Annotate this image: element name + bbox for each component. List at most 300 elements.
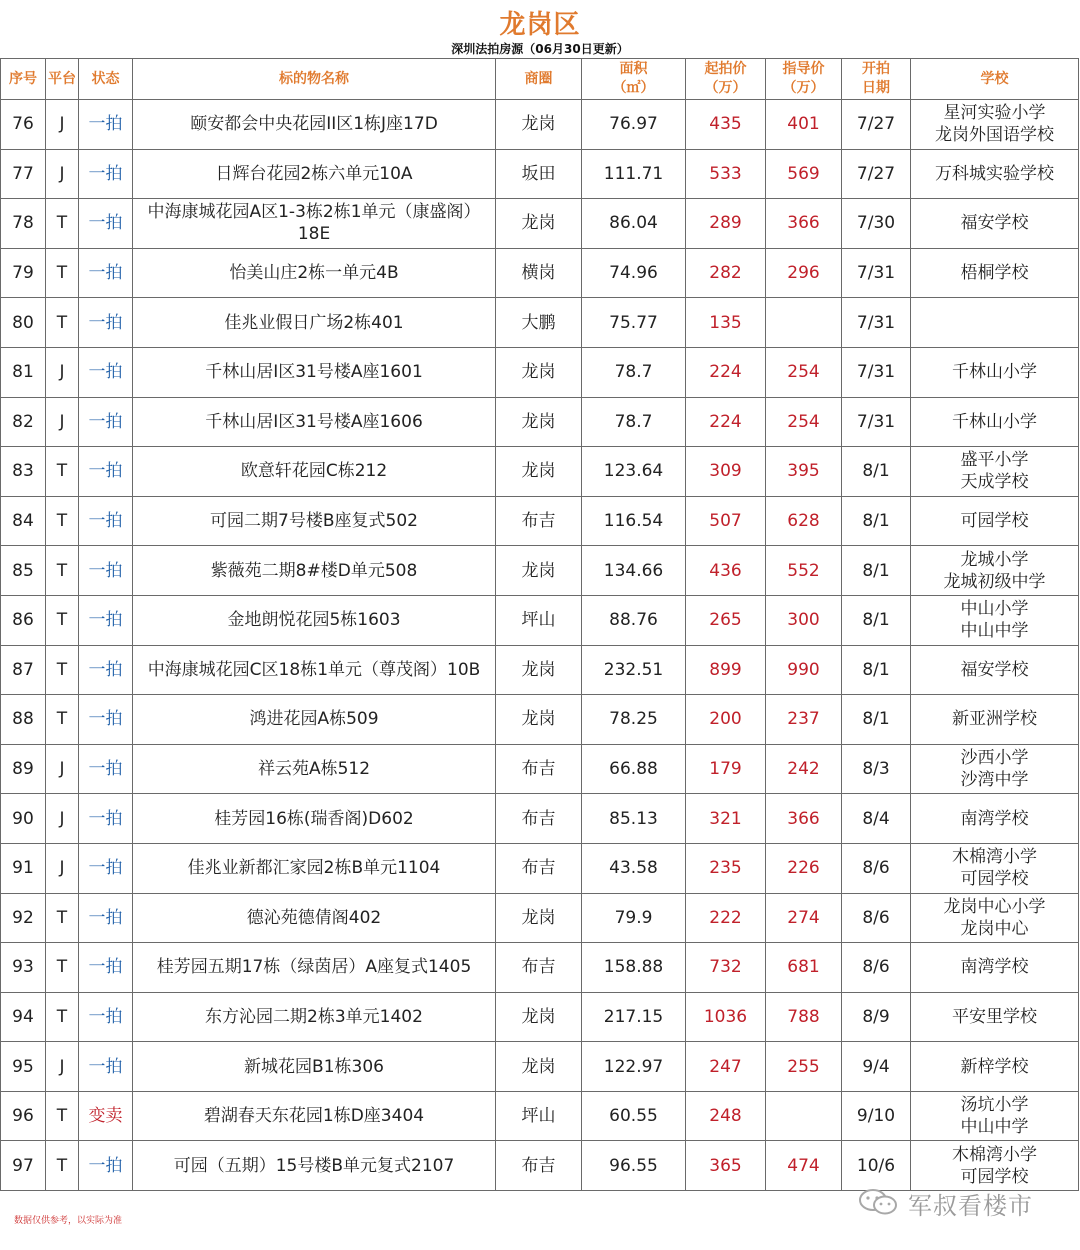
row-zone: 龙岗	[496, 992, 582, 1042]
row-platform: T	[46, 992, 79, 1042]
row-platform: J	[46, 744, 79, 794]
row-guide-price: 366	[766, 794, 842, 844]
row-school-line2: 可园学校	[960, 869, 1029, 890]
row-status: 变卖	[79, 1091, 133, 1141]
row-size: 96.55	[582, 1141, 686, 1191]
row-size: 43.58	[582, 843, 686, 893]
row-guide-price: 242	[766, 744, 842, 794]
row-platform: J	[46, 397, 79, 447]
row-zone: 布吉	[496, 744, 582, 794]
row-status: 一拍	[79, 794, 133, 844]
row-status: 一拍	[79, 149, 133, 199]
row-start-price: 224	[686, 397, 766, 447]
col-header-date-line2: 日期	[862, 80, 890, 96]
page-title: 龙岗区	[499, 10, 581, 40]
row-school-line2: 天成学校	[960, 472, 1029, 493]
wechat-icon	[858, 1188, 898, 1216]
row-guide-price	[766, 298, 842, 348]
row-date: 7/27	[842, 100, 911, 150]
row-seq: 93	[1, 943, 46, 993]
row-guide-price: 788	[766, 992, 842, 1042]
row-school-line1: 万科城实验学校	[935, 163, 1054, 184]
row-guide-price: 366	[766, 199, 842, 249]
row-name: 桂芳园16栋(瑞香阁)D602	[133, 794, 496, 844]
row-platform: J	[46, 149, 79, 199]
row-school	[911, 149, 1079, 199]
row-seq: 92	[1, 893, 46, 943]
row-zone: 布吉	[496, 794, 582, 844]
row-name: 怡美山庄2栋一单元4B	[133, 248, 496, 298]
row-guide-price: 255	[766, 1042, 842, 1092]
row-seq: 95	[1, 1042, 46, 1092]
row-guide-price: 628	[766, 496, 842, 546]
row-platform: T	[46, 1091, 79, 1141]
row-zone: 布吉	[496, 496, 582, 546]
row-name: 新城花园B1栋306	[133, 1042, 496, 1092]
row-zone: 大鹏	[496, 298, 582, 348]
row-name: 可园（五期）15号楼B单元复式2107	[133, 1141, 496, 1191]
row-name: 德沁苑德倩阁402	[133, 893, 496, 943]
row-size: 79.9	[582, 893, 686, 943]
row-school	[911, 298, 1079, 348]
row-size: 111.71	[582, 149, 686, 199]
col-header-guide-line1: 指导价	[782, 61, 825, 77]
row-date: 7/30	[842, 199, 911, 249]
row-guide-price: 237	[766, 695, 842, 745]
row-zone: 布吉	[496, 843, 582, 893]
row-start-price: 321	[686, 794, 766, 844]
row-platform: T	[46, 248, 79, 298]
row-name: 桂芳园五期17栋（绿茵居）A座复式1405	[133, 943, 496, 993]
col-header-date	[842, 59, 911, 100]
row-size: 116.54	[582, 496, 686, 546]
row-start-price: 179	[686, 744, 766, 794]
watermark-text: 军叔看楼市	[908, 1192, 1033, 1220]
row-status: 一拍	[79, 695, 133, 745]
row-school	[911, 992, 1079, 1042]
col-header-guide-price	[766, 59, 842, 100]
row-platform: T	[46, 546, 79, 596]
row-start-price: 265	[686, 595, 766, 645]
page-header	[0, 0, 1080, 58]
row-school-line2: 龙岗中心	[960, 918, 1029, 939]
row-zone: 布吉	[496, 943, 582, 993]
row-guide-price: 681	[766, 943, 842, 993]
row-date: 9/4	[842, 1042, 911, 1092]
table-header-row	[1, 59, 1079, 100]
row-start-price: 224	[686, 347, 766, 397]
row-size: 74.96	[582, 248, 686, 298]
row-date: 10/6	[842, 1141, 911, 1191]
row-guide-price: 552	[766, 546, 842, 596]
row-name: 金地朗悦花园5栋1603	[133, 595, 496, 645]
row-status: 一拍	[79, 447, 133, 497]
row-school	[911, 695, 1079, 745]
col-header-start-price	[686, 59, 766, 100]
row-name: 佳兆业假日广场2栋401	[133, 298, 496, 348]
row-seq: 90	[1, 794, 46, 844]
table-row	[1, 248, 1079, 298]
col-header-seq: 序号	[1, 59, 46, 100]
row-seq: 85	[1, 546, 46, 596]
row-guide-price	[766, 1091, 842, 1141]
row-school-line1: 木棉湾小学	[952, 847, 1037, 868]
row-start-price: 507	[686, 496, 766, 546]
row-status: 一拍	[79, 595, 133, 645]
row-status: 一拍	[79, 1042, 133, 1092]
row-school	[911, 248, 1079, 298]
row-status: 一拍	[79, 199, 133, 249]
row-seq: 89	[1, 744, 46, 794]
row-school	[911, 447, 1079, 497]
row-name: 千林山居Ⅰ区31号楼A座1606	[133, 397, 496, 447]
row-status: 一拍	[79, 298, 133, 348]
row-date: 8/6	[842, 843, 911, 893]
table-body	[1, 100, 1079, 1191]
row-school	[911, 943, 1079, 993]
row-platform: T	[46, 298, 79, 348]
row-date: 8/6	[842, 893, 911, 943]
row-size: 86.04	[582, 199, 686, 249]
row-school	[911, 843, 1079, 893]
row-date: 9/10	[842, 1091, 911, 1141]
row-size: 134.66	[582, 546, 686, 596]
row-zone: 坪山	[496, 1091, 582, 1141]
row-start-price: 282	[686, 248, 766, 298]
row-school	[911, 595, 1079, 645]
row-date: 7/27	[842, 149, 911, 199]
row-size: 232.51	[582, 645, 686, 695]
row-platform: T	[46, 1141, 79, 1191]
row-name: 颐安都会中央花园II区1栋J座17D	[133, 100, 496, 150]
row-size: 60.55	[582, 1091, 686, 1141]
row-name: 碧湖春天东花园1栋D座3404	[133, 1091, 496, 1141]
row-date: 8/6	[842, 943, 911, 993]
row-seq: 82	[1, 397, 46, 447]
row-name	[133, 199, 496, 249]
row-guide-price: 254	[766, 347, 842, 397]
row-status: 一拍	[79, 943, 133, 993]
col-header-zone: 商圈	[496, 59, 582, 100]
row-start-price: 235	[686, 843, 766, 893]
row-platform: T	[46, 447, 79, 497]
row-platform: J	[46, 843, 79, 893]
row-school-line1: 南湾学校	[960, 808, 1029, 829]
row-start-price: 435	[686, 100, 766, 150]
listing-table	[0, 58, 1079, 1191]
row-zone: 龙岗	[496, 397, 582, 447]
row-school-line1: 千林山小学	[952, 411, 1037, 432]
row-guide-price: 990	[766, 645, 842, 695]
row-status: 一拍	[79, 100, 133, 150]
row-zone: 龙岗	[496, 100, 582, 150]
row-name: 鸿进花园A栋509	[133, 695, 496, 745]
table-row	[1, 843, 1079, 893]
row-guide-price: 300	[766, 595, 842, 645]
row-school-line1: 中山小学	[960, 599, 1029, 620]
row-name: 可园二期7号楼B座复式502	[133, 496, 496, 546]
row-zone: 龙岗	[496, 1042, 582, 1092]
row-school-line1: 龙岗中心小学	[943, 896, 1046, 917]
row-school-line2: 龙岗外国语学校	[935, 125, 1054, 146]
row-status: 一拍	[79, 843, 133, 893]
row-zone: 坪山	[496, 595, 582, 645]
row-size: 78.7	[582, 347, 686, 397]
row-seq: 94	[1, 992, 46, 1042]
row-date: 8/4	[842, 794, 911, 844]
row-school-line1: 福安学校	[960, 213, 1029, 234]
row-platform: T	[46, 496, 79, 546]
row-start-price: 533	[686, 149, 766, 199]
row-status: 一拍	[79, 347, 133, 397]
row-school-line1: 新亚洲学校	[952, 709, 1037, 730]
row-start-price: 200	[686, 695, 766, 745]
row-guide-price: 296	[766, 248, 842, 298]
row-guide-price: 274	[766, 893, 842, 943]
row-zone: 横岗	[496, 248, 582, 298]
row-date: 8/1	[842, 447, 911, 497]
row-platform: J	[46, 1042, 79, 1092]
row-size: 158.88	[582, 943, 686, 993]
row-date: 7/31	[842, 298, 911, 348]
row-seq: 91	[1, 843, 46, 893]
row-zone: 龙岗	[496, 347, 582, 397]
row-size: 122.97	[582, 1042, 686, 1092]
row-school-line1: 汤坑小学	[960, 1095, 1029, 1116]
row-zone: 龙岗	[496, 645, 582, 695]
row-date: 8/1	[842, 645, 911, 695]
watermark	[858, 1184, 1058, 1220]
table-row	[1, 496, 1079, 546]
col-header-school: 学校	[911, 59, 1079, 100]
table-row	[1, 943, 1079, 993]
row-size: 75.77	[582, 298, 686, 348]
row-zone: 坂田	[496, 149, 582, 199]
row-status: 一拍	[79, 397, 133, 447]
row-school-line1: 盛平小学	[960, 450, 1029, 471]
row-guide-price: 474	[766, 1141, 842, 1191]
row-size: 78.25	[582, 695, 686, 745]
row-size: 217.15	[582, 992, 686, 1042]
row-status: 一拍	[79, 1141, 133, 1191]
row-school	[911, 496, 1079, 546]
row-status: 一拍	[79, 248, 133, 298]
row-school-line1: 可园学校	[960, 511, 1029, 532]
row-start-price: 365	[686, 1141, 766, 1191]
row-platform: J	[46, 100, 79, 150]
row-seq: 88	[1, 695, 46, 745]
row-name: 千林山居Ⅰ区31号楼A座1601	[133, 347, 496, 397]
col-header-name: 标的物名称	[133, 59, 496, 100]
row-name-line1: 中海康城花园A区1-3栋2栋1单元（康盛阁）	[147, 202, 481, 223]
row-seq: 78	[1, 199, 46, 249]
row-zone: 龙岗	[496, 546, 582, 596]
row-guide-price: 569	[766, 149, 842, 199]
table-row	[1, 149, 1079, 199]
row-date: 8/3	[842, 744, 911, 794]
table-row	[1, 893, 1079, 943]
row-school	[911, 893, 1079, 943]
row-zone: 龙岗	[496, 695, 582, 745]
row-date: 7/31	[842, 397, 911, 447]
row-school-line2: 中山中学	[960, 621, 1029, 642]
row-size: 78.7	[582, 397, 686, 447]
row-date: 7/31	[842, 347, 911, 397]
row-school	[911, 347, 1079, 397]
row-school-line2: 龙城初级中学	[943, 571, 1046, 592]
row-school-line1: 梧桐学校	[960, 263, 1029, 284]
table-row	[1, 298, 1079, 348]
row-name: 祥云苑A栋512	[133, 744, 496, 794]
col-header-status: 状态	[79, 59, 133, 100]
row-zone: 龙岗	[496, 893, 582, 943]
row-school	[911, 744, 1079, 794]
row-seq: 80	[1, 298, 46, 348]
row-zone: 龙岗	[496, 447, 582, 497]
row-start-price: 289	[686, 199, 766, 249]
row-seq: 76	[1, 100, 46, 150]
row-school	[911, 794, 1079, 844]
table-row	[1, 100, 1079, 150]
table-row	[1, 645, 1079, 695]
row-school-line1: 木棉湾小学	[952, 1144, 1037, 1165]
row-name: 东方沁园二期2栋3单元1402	[133, 992, 496, 1042]
row-school-line2: 沙湾中学	[960, 770, 1029, 791]
row-start-price: 248	[686, 1091, 766, 1141]
row-status: 一拍	[79, 893, 133, 943]
col-header-guide-line2: （万）	[782, 80, 825, 96]
row-name-line2: 18E	[297, 224, 331, 245]
row-name: 日辉台花园2栋六单元10A	[133, 149, 496, 199]
col-header-size-line2: （㎡）	[612, 80, 655, 96]
row-date: 8/1	[842, 496, 911, 546]
row-size: 123.64	[582, 447, 686, 497]
row-seq: 96	[1, 1091, 46, 1141]
row-seq: 77	[1, 149, 46, 199]
row-seq: 84	[1, 496, 46, 546]
row-name: 中海康城花园C区18栋1单元（尊茂阁）10B	[133, 645, 496, 695]
row-school-line1: 新梓学校	[960, 1056, 1029, 1077]
table-row	[1, 1091, 1079, 1141]
row-guide-price: 401	[766, 100, 842, 150]
row-school-line1: 沙西小学	[960, 748, 1029, 769]
row-school-line1: 平安里学校	[952, 1006, 1037, 1027]
row-school-line1: 福安学校	[960, 659, 1029, 680]
row-status: 一拍	[79, 645, 133, 695]
row-name: 欧意轩花园C栋212	[133, 447, 496, 497]
table-row	[1, 595, 1079, 645]
row-school	[911, 546, 1079, 596]
row-school	[911, 1042, 1079, 1092]
table-row	[1, 992, 1079, 1042]
row-platform: J	[46, 347, 79, 397]
row-status: 一拍	[79, 744, 133, 794]
row-guide-price: 226	[766, 843, 842, 893]
row-status: 一拍	[79, 992, 133, 1042]
col-header-start-line2: （万）	[704, 80, 747, 96]
row-platform: T	[46, 695, 79, 745]
row-start-price: 135	[686, 298, 766, 348]
row-school-line2: 中山中学	[960, 1117, 1029, 1138]
row-size: 85.13	[582, 794, 686, 844]
table-row	[1, 397, 1079, 447]
table-row	[1, 1042, 1079, 1092]
row-date: 8/1	[842, 595, 911, 645]
row-platform: T	[46, 893, 79, 943]
row-platform: T	[46, 645, 79, 695]
col-header-platform: 平台	[46, 59, 79, 100]
col-header-size-line1: 面积	[619, 61, 648, 77]
row-zone: 布吉	[496, 1141, 582, 1191]
row-guide-price: 254	[766, 397, 842, 447]
row-date: 7/31	[842, 248, 911, 298]
row-school-line1: 南湾学校	[960, 957, 1029, 978]
table-row	[1, 447, 1079, 497]
row-zone: 龙岗	[496, 199, 582, 249]
row-date: 8/1	[842, 546, 911, 596]
footnote: 数据仅供参考，以实际为准	[14, 1216, 123, 1226]
row-school	[911, 100, 1079, 150]
row-school	[911, 645, 1079, 695]
row-seq: 79	[1, 248, 46, 298]
row-seq: 83	[1, 447, 46, 497]
row-school-line1: 龙城小学	[960, 549, 1029, 570]
row-school	[911, 1091, 1079, 1141]
row-platform: T	[46, 199, 79, 249]
table-row	[1, 546, 1079, 596]
row-start-price: 309	[686, 447, 766, 497]
row-platform: T	[46, 943, 79, 993]
row-seq: 81	[1, 347, 46, 397]
row-seq: 87	[1, 645, 46, 695]
row-start-price: 899	[686, 645, 766, 695]
row-school	[911, 397, 1079, 447]
row-start-price: 732	[686, 943, 766, 993]
table-row	[1, 695, 1079, 745]
col-header-date-line1: 开拍	[862, 61, 890, 77]
row-date: 8/1	[842, 695, 911, 745]
table-row	[1, 199, 1079, 249]
table-row	[1, 744, 1079, 794]
row-start-price: 222	[686, 893, 766, 943]
row-name: 紫薇苑二期8#楼D单元508	[133, 546, 496, 596]
row-school	[911, 199, 1079, 249]
row-school-line1: 星河实验小学	[943, 103, 1046, 124]
row-date: 8/9	[842, 992, 911, 1042]
row-school-line2: 可园学校	[960, 1166, 1029, 1187]
row-name: 佳兆业新都汇家园2栋B单元1104	[133, 843, 496, 893]
row-size: 66.88	[582, 744, 686, 794]
row-start-price: 247	[686, 1042, 766, 1092]
row-platform: T	[46, 595, 79, 645]
page-subtitle: 深圳法拍房源（06月30日更新）	[451, 42, 629, 56]
row-size: 88.76	[582, 595, 686, 645]
row-seq: 86	[1, 595, 46, 645]
row-platform: J	[46, 794, 79, 844]
table-row	[1, 794, 1079, 844]
table-row	[1, 347, 1079, 397]
row-status: 一拍	[79, 496, 133, 546]
row-status: 一拍	[79, 546, 133, 596]
row-guide-price: 395	[766, 447, 842, 497]
row-size: 76.97	[582, 100, 686, 150]
row-start-price: 436	[686, 546, 766, 596]
col-header-size	[582, 59, 686, 100]
row-seq: 97	[1, 1141, 46, 1191]
col-header-start-line1: 起拍价	[704, 61, 747, 77]
row-start-price: 1036	[686, 992, 766, 1042]
row-school-line1: 千林山小学	[952, 362, 1037, 383]
